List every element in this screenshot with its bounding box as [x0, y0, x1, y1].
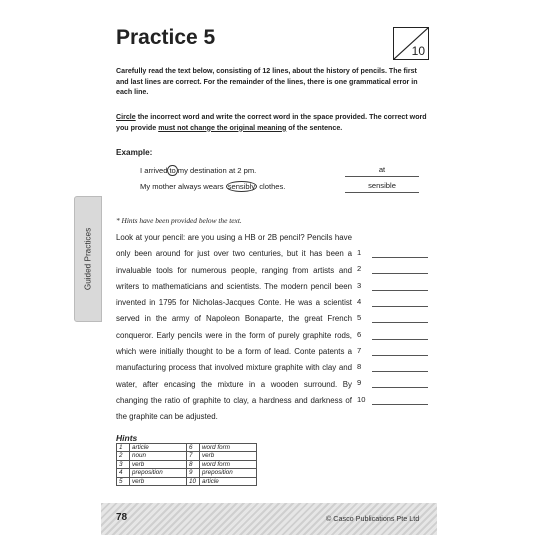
hint-word-type: article — [200, 477, 257, 485]
hint-line-number: 2 — [117, 452, 130, 460]
hints-title: Hints — [116, 433, 138, 443]
hints-note: * Hints have been provided below the text. — [116, 216, 242, 225]
hints-row — [117, 452, 257, 460]
hints-row — [117, 444, 257, 452]
hint-word-type: word form — [200, 460, 257, 468]
example-line-1: I arrived to my destination at 2 pm. — [140, 166, 257, 175]
answer-blank[interactable] — [372, 338, 428, 340]
hint-line-number: 9 — [187, 469, 200, 477]
line-number: 6 — [357, 329, 362, 339]
answer-blank[interactable] — [372, 272, 428, 274]
hint-word-type: article — [130, 444, 187, 452]
answer-blank[interactable] — [372, 370, 428, 372]
answer-blank[interactable] — [372, 256, 428, 258]
line-number: 1 — [357, 248, 362, 257]
hint-line-number: 1 — [117, 444, 130, 452]
hint-line-number: 6 — [187, 444, 200, 452]
side-tab-label: Guided Practices — [83, 227, 93, 291]
hint-word-type: verb — [130, 477, 187, 485]
example-line-2: My mother always wears sensibly clothes. — [140, 182, 286, 191]
hint-word-type: noun — [130, 452, 187, 460]
meaning-rule: must not change the original meaning — [158, 123, 287, 132]
answer-blank[interactable] — [372, 321, 428, 323]
line-number: 2 — [357, 264, 362, 274]
line-number: 5 — [357, 313, 362, 323]
score-total: 10 — [411, 44, 425, 58]
example-answer-2: sensible — [345, 181, 419, 193]
line-number: 8 — [357, 362, 362, 372]
line-number: 10 — [357, 394, 366, 404]
circled-word: to — [169, 166, 176, 175]
hint-line-number: 8 — [187, 460, 200, 468]
page-title: Practice 5 — [116, 26, 216, 49]
instructions-paragraph-1: Carefully read the text below, consisting of 12 lines, about the history of pencils. The first and last lines are correct. For the remainder of the lines, there is one grammatical error in each line. — [116, 67, 418, 97]
hints-row — [117, 469, 257, 477]
side-tab — [74, 196, 102, 322]
answer-blank[interactable] — [372, 386, 428, 388]
hints-row — [117, 460, 257, 468]
answer-blank[interactable] — [372, 354, 428, 356]
example-answer-1: at — [345, 165, 419, 177]
circle-keyword: Circle — [116, 113, 136, 121]
page-number: 78 — [116, 512, 128, 523]
hint-word-type: word form — [200, 444, 257, 452]
example-heading: Example: — [116, 148, 153, 157]
line-number: 7 — [357, 345, 362, 355]
hint-word-type: verb — [200, 452, 257, 460]
passage-text: Look at your pencil: are you using a HB or 2B pencil? Pencils have only been around for just over two centuries, but it has been a invaluable tools for numerous people, ranging from artists and writers to mathematicians and scientists. The modern pencil been invented in 1795 for Nicholas-Jacques Conte. He was a scientist served in the army of Napoleon Bonaparte, the great French conqueror. Early pencils were in the form of purely graphite rods, which were initially thought to be a form of lead. Conte patents a manufacturing process that involved mixture graphite with clay and water, after encasing the mixture in a wooden surround. By changing the ratio of graphite to clay, a hardness and darkness of the graphite can be adjusted. — [116, 233, 352, 422]
hint-line-number: 5 — [117, 477, 130, 485]
hint-line-number: 7 — [187, 452, 200, 460]
hints-row — [117, 477, 257, 485]
copyright: © Casco Publications Pte Ltd — [326, 514, 420, 523]
answer-blank[interactable] — [372, 403, 428, 405]
answer-blank[interactable] — [372, 305, 428, 307]
instructions-paragraph-2: Circle the incorrect word and write the correct word in the space provided. The correct word you provide must not change the original meaning of the sentence. — [116, 113, 427, 132]
hint-word-type: preposition — [200, 469, 257, 477]
hint-word-type: preposition — [130, 469, 187, 477]
hint-line-number: 10 — [187, 477, 200, 485]
line-number: 3 — [357, 280, 362, 290]
hint-word-type: verb — [130, 460, 187, 468]
line-number: 9 — [357, 378, 362, 388]
answer-blank[interactable] — [372, 289, 428, 291]
hints-table — [116, 443, 257, 486]
circled-word: sensibly — [227, 182, 256, 191]
hint-line-number: 4 — [117, 469, 130, 477]
hint-line-number: 3 — [117, 460, 130, 468]
score-box — [393, 27, 429, 60]
line-number: 4 — [357, 296, 362, 306]
